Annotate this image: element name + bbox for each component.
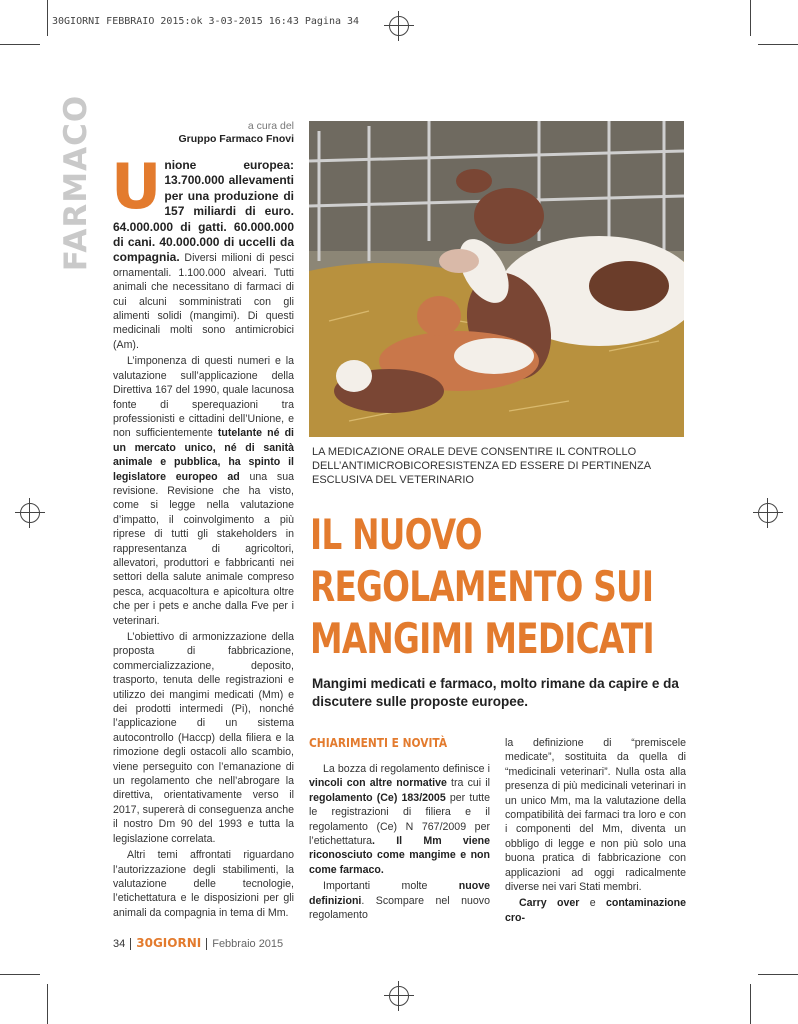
body-paragraph: Carry over e contaminazione cro- <box>505 897 687 924</box>
byline-prefix: a cura del <box>247 120 294 132</box>
title-line: REGOLAMENTO SUI <box>310 562 654 611</box>
title-line: MANGIMI MEDICATI <box>310 614 654 663</box>
section-tag <box>54 94 98 272</box>
cow-photo-illustration <box>309 121 684 437</box>
footer-divider <box>130 938 131 950</box>
body-paragraph: Importanti molte nuove definizioni. Scompare nel nuovo regolamento <box>309 880 490 922</box>
section-heading: CHIARIMENTI E NOVITÀ <box>309 735 448 750</box>
registration-mark-icon <box>389 986 409 1006</box>
photo-caption: LA MEDICAZIONE ORALE DEVE CONSENTIRE IL CONTROLLO DELL’ANTIMICROBICORESISTENZA ED ESSERE DI PERTINENZA ESCLUSIVA DEL VETERINARIO <box>312 446 651 486</box>
slug-line: 30GIORNI FEBBRAIO 2015:ok 3-03-2015 16:43 Pagina 34 <box>52 16 360 27</box>
article-subtitle: Mangimi medicati e farmaco, molto rimane da capire e da discutere sulle proposte europee. <box>312 676 679 709</box>
title-line: IL NUOVO <box>310 510 482 559</box>
body-paragraph: L’obiettivo di armonizzazione della proposta di fabbricazione, commercializzazione, deposito, trasporto, tenuta delle registrazioni e utilizzo dei mangimi medicati (Mm) e dei prodotti intermedi (Pi), nonché l’applicazione di un sistema autocontrollo (Haccp) della filiera e la rimozione degli ostacoli allo scambio, viene perseguito con l’emanazione di un regolamento che nell’abrogare la direttiva, orientativamente verso il 2017, supererà di conseguenza anche il nostro Dm 90 del 1993 e tutta la legislazione correlata. <box>113 631 294 845</box>
registration-mark-icon <box>389 16 409 36</box>
crop-mark <box>0 974 40 975</box>
body-paragraph: Altri temi affrontati riguardano l’autorizzazione degli stabilimenti, la valutazione delle tecnologie, l’etichettatura e le disposizioni per gli animali da compagnia in tema di Mm. <box>113 849 294 919</box>
page-footer <box>113 936 283 950</box>
registration-mark-icon <box>20 503 40 523</box>
lead-text: Diversi milioni di pesci ornamentali. 1.100.000 alveari. Tutti animali che necessitano di farmaci di cui alcuni somministrati con gli alimenti solidi (mangimi). Di questi medicinali molti sono antimicrobici (Am). <box>113 252 294 351</box>
body-paragraph: La bozza di regolamento definisce i vincoli con altre normative tra cui il regolamento (Ce) 183/2005 per tutte le registrazioni di filiera e il regolamento (Ce) N 767/2009 per l’etichettatura. Il Mm viene riconosciuto come mangime e non come farmaco. <box>309 763 490 876</box>
crop-mark <box>758 44 798 45</box>
page-number: 34 <box>113 938 126 950</box>
left-column <box>113 120 294 920</box>
middle-column <box>309 736 490 922</box>
lead-paragraph <box>111 150 294 352</box>
crop-mark <box>758 974 798 975</box>
right-column <box>505 736 686 925</box>
body-paragraph: L’imponenza di questi numeri e la valutazione sull’applicazione della Direttiva 167 del 1990, quale lacunosa fonte di sperequazioni tra professionisti e cittadini dell’Unione, e non sufficientemente tutelante né di un mercato unico, né di sanità animale e pubblica, ha spinto il legislatore europeo ad una sua revisione. Revisione che ha visto, come si legge nella valutazione d’impatto, il coinvolgimento a più riprese di tutti gli stakeholders in rappresentanza di agricoltori, allevatori, produttori e fabbricanti nei settori della salute animale compreso pesca, acquacoltura e apicoltura oltre che per i pets e anche dalla Fve per i veterinari. <box>113 355 295 627</box>
article-title <box>310 509 692 665</box>
drop-cap: U <box>111 150 162 223</box>
body-paragraph: la definizione di “premiscele medicate”, sostituita da quella di “medicinali veterinari”. Nulla osta alla presenza di più medicinali veterinari in un unico Mm, ma la valutazione della compatibilità dei farmaci tra loro e con i componenti del Mm, diventa un obbligo di legge e non più solo una buona pratica di fabbricazione con applicazioni ad oggi radicalmente diverse nei vari Stati membri. <box>505 737 686 894</box>
cow-photo <box>309 121 684 437</box>
crop-mark <box>750 0 751 36</box>
section-tag-text: FARMACO <box>58 94 94 272</box>
issue-date: Febbraio 2015 <box>212 938 284 950</box>
registration-mark-icon <box>758 503 778 523</box>
crop-mark <box>47 984 48 1024</box>
byline-author: Gruppo Farmaco Fnovi <box>178 133 294 145</box>
byline <box>113 120 294 146</box>
footer-divider <box>206 938 207 950</box>
crop-mark <box>0 44 40 45</box>
crop-mark <box>750 984 751 1024</box>
magazine-logo: 30GIORNI <box>136 936 202 950</box>
lead-bold-text: nione europea: 13.700.000 allevamenti per una produzione di 157 miliardi di euro. 64.000.000 di gatti. 60.000.000 di cani. 40.000.000 di uccelli da compagnia. <box>113 158 294 265</box>
crop-mark <box>47 0 48 36</box>
